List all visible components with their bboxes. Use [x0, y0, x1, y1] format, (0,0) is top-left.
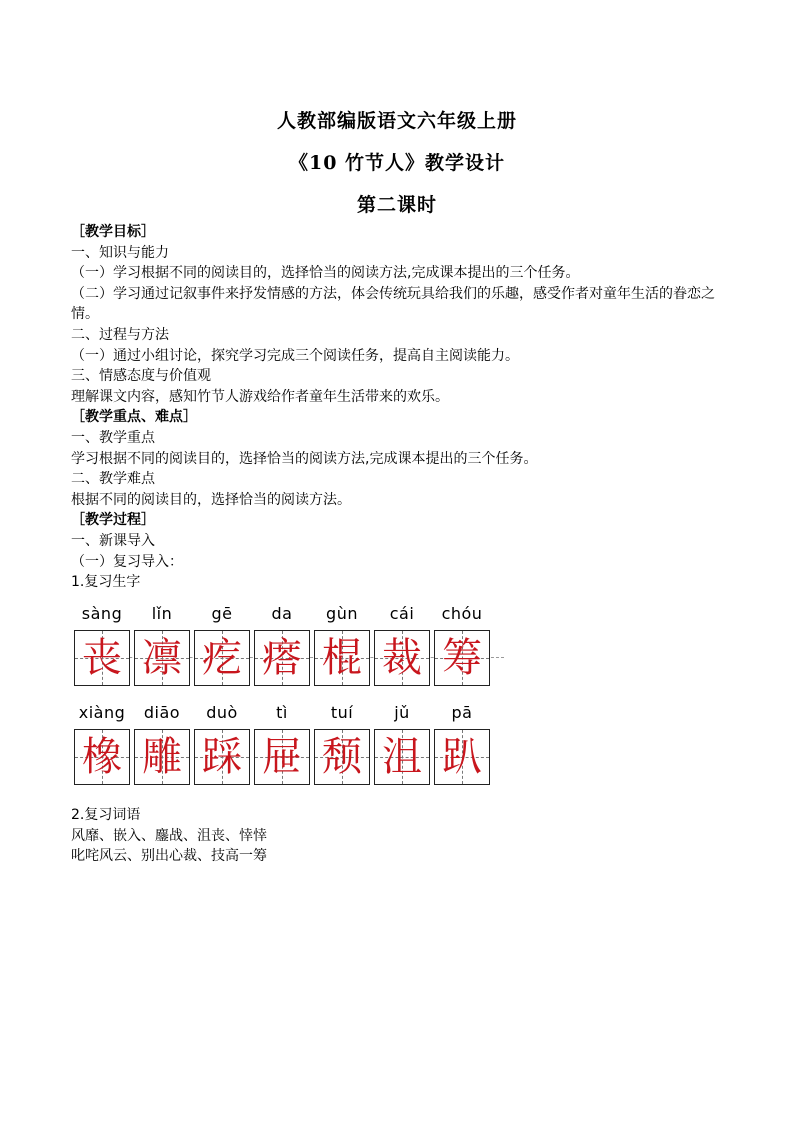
character-glyph: 丧 [82, 635, 122, 681]
lesson-body [71, 222, 731, 593]
pinyin-label: tì [276, 703, 288, 722]
pinyin-label: gùn [326, 604, 358, 623]
pinyin-label: da [271, 604, 293, 623]
pinyin-label: chóu [441, 604, 483, 623]
tian-zi-box [434, 630, 490, 686]
character-glyph: 雕 [142, 734, 182, 780]
tian-zi-box [374, 729, 430, 785]
goal1-item1: （一）学习根据不同的阅读目的，选择恰当的阅读方法,完成课本提出的三个任务。 [71, 265, 580, 282]
tian-zi-box [134, 630, 190, 686]
character-glyph: 橡 [82, 734, 122, 780]
pinyin-label: xiàng [78, 703, 126, 722]
words-line-2: 叱咤风云、别出心裁、技高一筹 [71, 848, 267, 865]
key-text: 学习根据不同的阅读目的，选择恰当的阅读方法,完成课本提出的三个任务。 [71, 450, 538, 467]
document-subtitle: 《10 竹节人》教学设计 [288, 152, 506, 174]
pinyin-label: duò [206, 703, 238, 722]
character-glyph: 踩 [202, 734, 242, 780]
character-glyph: 棍 [322, 635, 362, 681]
tian-zi-box [194, 729, 250, 785]
goals-heading: ［教学目标］ [71, 224, 155, 240]
character-glyph: 疙 [202, 635, 242, 681]
goal1-item2: （二）学习通过记叙事件来抒发情感的方法，体会传统玩具给我们的乐趣，感受作者对童年生活的眷恋之情。 [71, 285, 715, 323]
pinyin-label: tuí [330, 703, 354, 722]
pinyin-label: sàng [81, 604, 123, 623]
document-title: 人教部编版语文六年级上册 [276, 110, 517, 132]
tian-zi-box [254, 630, 310, 686]
pinyin-label: cái [389, 604, 415, 623]
goal2-heading: 二、过程与方法 [71, 326, 169, 343]
tian-zi-box [194, 630, 250, 686]
difficult-heading: 二、教学难点 [71, 471, 155, 488]
words-line-1: 风靡、嵌入、鏖战、沮丧、悻悻 [71, 827, 267, 844]
character-glyph: 凛 [142, 635, 182, 681]
tian-zi-box [314, 630, 370, 686]
goal2-item1: （一）通过小组讨论，探究学习完成三个阅读任务，提高自主阅读能力。 [71, 347, 519, 364]
goal3-text: 理解课文内容，感知竹节人游戏给作者童年生活带来的欢乐。 [71, 388, 449, 405]
character-glyph: 筹 [442, 635, 482, 681]
review-words-label: 2.复习词语 [71, 807, 141, 823]
character-glyph: 颓 [322, 734, 362, 780]
key-heading: 一、教学重点 [71, 429, 155, 446]
pinyin-label: lǐn [151, 604, 173, 623]
pinyin-label: diāo [143, 703, 181, 722]
tian-zi-box [254, 729, 310, 785]
lesson-title: 第二课时 [356, 194, 437, 216]
tian-zi-box [74, 729, 130, 785]
goal3-heading: 三、情感态度与价值观 [71, 368, 211, 385]
process1-item1: （一）复习导入： [71, 553, 183, 570]
tian-zi-box [374, 630, 430, 686]
tian-zi-box [74, 630, 130, 686]
keypoints-heading: ［教学重点、难点］ [71, 409, 197, 426]
review-chars-label: 1.复习生字 [71, 574, 141, 591]
tian-zi-box [434, 729, 490, 785]
review-words-section [71, 805, 267, 867]
difficult-text: 根据不同的阅读目的，选择恰当的阅读方法。 [71, 491, 351, 508]
character-glyph: 裁 [382, 635, 422, 681]
pinyin-label: pā [451, 703, 473, 722]
process-heading: ［教学过程］ [71, 512, 155, 529]
tian-zi-box [134, 729, 190, 785]
character-glyph: 沮 [382, 734, 422, 780]
pinyin-label: gē [211, 604, 233, 623]
goal1-heading: 一、知识与能力 [71, 244, 169, 261]
pinyin-label: jǔ [394, 703, 410, 722]
character-glyph: 趴 [442, 734, 482, 780]
tian-zi-box [314, 729, 370, 785]
character-glyph: 屉 [262, 734, 302, 780]
process1-heading: 一、新课导入 [71, 532, 155, 549]
character-glyph: 瘩 [262, 635, 302, 681]
